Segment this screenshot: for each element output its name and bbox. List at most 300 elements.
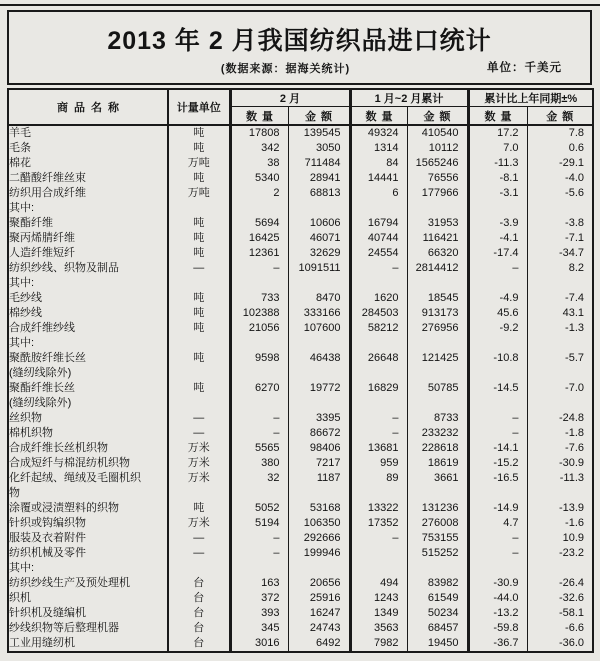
unit-cell: 吨 [168,321,230,336]
table-row [8,411,593,426]
cum-quantity-cell: 959 [350,456,407,471]
subtitle-row [9,60,590,75]
cum-amount-cell: 515252 [407,546,468,561]
yoy-amount-cell [527,366,593,381]
cum-amount-cell: 18619 [407,456,468,471]
cum-quantity-cell: 84 [350,156,407,171]
cum-quantity-cell [350,276,407,291]
feb-quantity-cell: 345 [230,621,288,636]
table-row [8,336,593,351]
feb-amount-cell: 199946 [288,546,350,561]
feb-amount-cell [288,486,350,501]
feb-amount-cell [288,336,350,351]
yoy-amount-cell: -5.6 [565,187,585,199]
yoy-amount-cell: -23.2 [558,547,585,559]
unit-cell [168,366,230,381]
cum-amount-cell [407,201,468,216]
cum-amount-cell: 753155 [407,531,468,546]
table-row [8,291,593,306]
table-header [8,89,593,125]
unit-cell: 吨 [168,231,230,246]
cum-amount-cell: 61549 [407,591,468,606]
feb-amount-cell: 106350 [288,516,350,531]
cum-amount-cell: 10112 [407,141,468,156]
cum-quantity-cell: 1243 [350,591,407,606]
product-name-cell: 二醋酸纤维丝束 [8,171,168,186]
feb-amount-cell: 1091511 [288,261,350,276]
unit-cell: 台 [168,636,230,652]
table-row [8,561,593,576]
product-name-cell: (缝纫线除外) [8,396,168,411]
feb-amount-cell: 53168 [288,501,350,516]
cum-amount-cell: 76556 [407,171,468,186]
feb-amount-cell [288,396,350,411]
feb-amount-cell [288,561,350,576]
unit-cell: 台 [168,606,230,621]
product-name-cell: 其中: [8,336,168,351]
cum-amount-cell: 19450 [407,636,468,652]
cum-amount-cell [407,276,468,291]
unit-cell: 万米 [168,471,230,486]
product-name-cell: 物 [8,486,168,501]
yoy-amount-cell: -29.1 [558,157,585,169]
feb-quantity-cell: 5052 [230,501,288,516]
cum-quantity-cell: – [350,261,407,276]
feb-amount-cell: 24743 [288,621,350,636]
cum-quantity-cell [350,546,407,561]
yoy-quantity-cell: 4.7 [468,516,527,531]
yoy-quantity-cell: 17.2 [468,125,527,141]
cum-amount-cell: 66320 [407,246,468,261]
table-row [8,351,593,366]
col-header-cum-quantity: 数量 [350,107,407,126]
product-name-cell: 人造纤维短纤 [8,246,168,261]
col-group-yoy-percent: 累计比上年同期±% [468,89,593,107]
feb-amount-cell: 1187 [288,471,350,486]
yoy-amount-cell: -26.4 [558,577,585,589]
yoy-quantity-cell: – [468,411,527,426]
cum-quantity-cell: 17352 [350,516,407,531]
yoy-quantity-cell: -13.2 [468,606,527,621]
feb-quantity-cell: – [230,546,288,561]
product-name-cell: 棉花 [8,156,168,171]
cum-quantity-cell: – [350,531,407,546]
unit-cell [168,201,230,216]
yoy-amount-cell: -11.3 [559,472,585,484]
cum-amount-cell: 913173 [407,306,468,321]
col-header-yoy-quantity: 数量 [468,107,527,126]
yoy-amount-cell [527,201,593,216]
cum-amount-cell [407,366,468,381]
feb-quantity-cell: 9598 [230,351,288,366]
product-name-cell: 纺织纱线、织物及制品 [8,261,168,276]
feb-quantity-cell: – [230,411,288,426]
unit-cell [168,336,230,351]
yoy-quantity-cell [468,366,527,381]
yoy-quantity-cell [468,276,527,291]
feb-amount-cell: 68813 [288,186,350,201]
feb-amount-cell [288,276,350,291]
table-row [8,186,593,201]
title-box [7,10,592,85]
cum-amount-cell: 1565246 [407,156,468,171]
unit-cell: 吨 [168,501,230,516]
feb-amount-cell: 28941 [288,171,350,186]
table-row [8,471,593,486]
product-name-cell: 化纤起绒、绳绒及毛圈机织 [8,471,168,486]
feb-quantity-cell: 163 [230,576,288,591]
yoy-amount-cell: 8.2 [568,262,585,274]
product-name-cell: 其中: [8,201,168,216]
header-row-groups [8,89,593,107]
feb-quantity-cell: – [230,261,288,276]
yoy-quantity-cell: -10.8 [468,351,527,366]
unit-cell: — [168,531,230,546]
unit-cell: — [168,426,230,441]
cum-amount-cell: 177966 [407,186,468,201]
feb-amount-cell: 3050 [288,141,350,156]
yoy-amount-cell: -7.6 [565,442,585,454]
yoy-quantity-cell: -14.9 [468,501,527,516]
product-name-cell: 聚酯纤维长丝 [8,381,168,396]
cum-quantity-cell: 1314 [350,141,407,156]
yoy-quantity-cell: -4.9 [468,291,527,306]
table-row [8,125,593,141]
product-name-cell: (缝纫线除外) [8,366,168,381]
yoy-quantity-cell: -3.9 [468,216,527,231]
yoy-amount-cell: -6.6 [565,622,585,634]
unit-cell [168,396,230,411]
unit-cell [168,276,230,291]
unit-cell: 万米 [168,456,230,471]
product-name-cell: 工业用缝纫机 [8,636,168,652]
feb-amount-cell: 98406 [288,441,350,456]
cum-amount-cell: 50234 [407,606,468,621]
cum-quantity-cell: 1620 [350,291,407,306]
yoy-amount-cell: -4.0 [565,172,585,184]
cum-quantity-cell: 49324 [350,125,407,141]
feb-quantity-cell: 342 [230,141,288,156]
feb-quantity-cell: 17808 [230,125,288,141]
cum-quantity-cell: 13322 [350,501,407,516]
feb-amount-cell: 10606 [288,216,350,231]
feb-quantity-cell: 102388 [230,306,288,321]
page-title: 2013 年 2 月我国纺织品进口统计 [107,27,492,55]
cum-quantity-cell: 40744 [350,231,407,246]
col-group-jan-feb-cumulative: 1 月~2 月累计 [350,89,468,107]
unit-cell [168,561,230,576]
unit-cell: 吨 [168,141,230,156]
table-row [8,486,593,501]
product-name-cell: 纺织用合成纤维 [8,186,168,201]
cum-quantity-cell: 16794 [350,216,407,231]
yoy-amount-cell: 43.1 [562,307,585,319]
feb-quantity-cell: 3016 [230,636,288,652]
table-row [8,456,593,471]
yoy-amount-cell [527,336,593,351]
unit-cell [168,486,230,501]
table-row [8,141,593,156]
cum-amount-cell: 410540 [407,125,468,141]
yoy-amount-cell: -13.9 [558,502,585,514]
feb-amount-cell: 107600 [288,321,350,336]
cum-amount-cell: 83982 [407,576,468,591]
yoy-amount-cell [527,486,593,501]
cum-quantity-cell: – [350,411,407,426]
feb-quantity-cell: 5694 [230,216,288,231]
cum-amount-cell [407,561,468,576]
feb-amount-cell: 20656 [288,576,350,591]
cum-quantity-cell: 58212 [350,321,407,336]
feb-quantity-cell: 6270 [230,381,288,396]
unit-cell: 吨 [168,125,230,141]
unit-cell: 万吨 [168,156,230,171]
table-row [8,276,593,291]
feb-amount-cell: 25916 [288,591,350,606]
unit-cell: — [168,546,230,561]
yoy-quantity-cell: -14.5 [468,381,527,396]
cum-amount-cell [407,486,468,501]
feb-amount-cell: 292666 [288,531,350,546]
yoy-amount-cell: -7.4 [565,292,585,304]
yoy-quantity-cell: -3.1 [468,186,527,201]
unit-cell: 台 [168,621,230,636]
feb-amount-cell [288,366,350,381]
cum-quantity-cell: 494 [350,576,407,591]
unit-cell: 台 [168,591,230,606]
cum-amount-cell [407,336,468,351]
cum-amount-cell: 18545 [407,291,468,306]
yoy-quantity-cell [468,336,527,351]
product-name-cell: 涂覆或浸渍塑料的织物 [8,501,168,516]
product-name-cell: 毛纱线 [8,291,168,306]
cum-quantity-cell: 13681 [350,441,407,456]
feb-quantity-cell [230,201,288,216]
feb-quantity-cell: 733 [230,291,288,306]
feb-amount-cell: 333166 [288,306,350,321]
cum-quantity-cell: 1349 [350,606,407,621]
col-header-feb-quantity: 数量 [230,107,288,126]
col-header-product: 商品名称 [8,89,168,125]
product-name-cell: 聚酰胺纤维长丝 [8,351,168,366]
table-row [8,216,593,231]
feb-quantity-cell: – [230,426,288,441]
yoy-amount-cell: -58.1 [558,607,585,619]
cum-amount-cell: 228618 [407,441,468,456]
cum-quantity-cell: 6 [350,186,407,201]
yoy-quantity-cell: -11.3 [468,156,527,171]
cum-amount-cell: 8733 [407,411,468,426]
table-row [8,606,593,621]
yoy-quantity-cell: – [468,531,527,546]
feb-quantity-cell: 5194 [230,516,288,531]
table-row [8,396,593,411]
unit-cell: 吨 [168,216,230,231]
table-body [8,125,593,652]
feb-quantity-cell: 32 [230,471,288,486]
table-row [8,201,593,216]
feb-quantity-cell: 5565 [230,441,288,456]
col-group-february: 2 月 [230,89,350,107]
yoy-quantity-cell: – [468,546,527,561]
feb-quantity-cell: 21056 [230,321,288,336]
yoy-quantity-cell: – [468,261,527,276]
yoy-amount-cell: -30.9 [558,457,585,469]
unit-cell: 吨 [168,351,230,366]
yoy-amount-cell [527,276,593,291]
table-row [8,171,593,186]
feb-amount-cell: 8470 [288,291,350,306]
feb-amount-cell: 46071 [288,231,350,246]
table-row [8,441,593,456]
cum-amount-cell [407,396,468,411]
unit-cell: 吨 [168,171,230,186]
yoy-quantity-cell [468,486,527,501]
feb-amount-cell: 711484 [288,156,350,171]
cum-quantity-cell: 14441 [350,171,407,186]
feb-amount-cell: 86672 [288,426,350,441]
table-row [8,636,593,652]
table-row [8,516,593,531]
feb-amount-cell: 3395 [288,411,350,426]
feb-quantity-cell: 2 [230,186,288,201]
yoy-amount-cell: 10.9 [562,532,585,544]
product-name-cell: 聚酯纤维 [8,216,168,231]
feb-quantity-cell [230,561,288,576]
product-name-cell: 丝织物 [8,411,168,426]
feb-quantity-cell: 372 [230,591,288,606]
product-name-cell: 棉纱线 [8,306,168,321]
unit-cell: 吨 [168,291,230,306]
feb-amount-cell: 32629 [288,246,350,261]
yoy-quantity-cell: -16.5 [468,471,527,486]
cum-quantity-cell [350,336,407,351]
yoy-amount-cell: -34.7 [558,247,585,259]
cum-quantity-cell [350,366,407,381]
feb-quantity-cell: – [230,531,288,546]
cum-amount-cell: 131236 [407,501,468,516]
product-name-cell: 其中: [8,561,168,576]
unit-cell: 万米 [168,441,230,456]
table-row [8,621,593,636]
yoy-quantity-cell: -4.1 [468,231,527,246]
cum-quantity-cell: 26648 [350,351,407,366]
cum-quantity-cell: – [350,426,407,441]
yoy-amount-cell: -24.8 [558,412,585,424]
feb-quantity-cell [230,366,288,381]
cum-amount-cell: 276008 [407,516,468,531]
yoy-amount-cell: -36.0 [558,637,585,649]
unit-cell: 吨 [168,306,230,321]
import-statistics-table [7,88,594,653]
unit-cell: 吨 [168,381,230,396]
feb-amount-cell: 6492 [288,636,350,652]
col-header-cum-amount: 金额 [407,107,468,126]
yoy-amount-cell: -32.6 [558,592,585,604]
cum-amount-cell: 50785 [407,381,468,396]
product-name-cell: 合成短纤与棉混纺机织物 [8,456,168,471]
table-row [8,576,593,591]
table-row [8,426,593,441]
feb-quantity-cell [230,276,288,291]
yoy-amount-cell: 0.6 [568,142,585,154]
feb-amount-cell [288,201,350,216]
feb-amount-cell: 139545 [288,125,350,141]
yoy-quantity-cell: -59.8 [468,621,527,636]
yoy-quantity-cell: -8.1 [468,171,527,186]
table-row [8,591,593,606]
table-row [8,531,593,546]
yoy-amount-cell [527,396,593,411]
table-row [8,546,593,561]
yoy-amount-cell: 7.8 [568,127,585,139]
yoy-amount-cell: -5.7 [565,352,585,364]
unit-cell: 吨 [168,246,230,261]
yoy-amount-cell: -1.6 [565,517,585,529]
yoy-quantity-cell: 45.6 [468,306,527,321]
feb-quantity-cell [230,486,288,501]
product-name-cell: 棉机织物 [8,426,168,441]
unit-cell: — [168,261,230,276]
col-header-feb-amount: 金额 [288,107,350,126]
cum-amount-cell: 68457 [407,621,468,636]
yoy-quantity-cell: -14.1 [468,441,527,456]
cum-quantity-cell [350,561,407,576]
yoy-amount-cell: -7.0 [565,382,585,394]
product-name-cell: 羊毛 [8,125,168,141]
yoy-quantity-cell: -9.2 [468,321,527,336]
product-name-cell: 织机 [8,591,168,606]
currency-unit-note: 单位：千美元 [487,62,562,74]
product-name-cell: 其中: [8,276,168,291]
table-row [8,231,593,246]
product-name-cell: 针织或钩编织物 [8,516,168,531]
yoy-quantity-cell [468,201,527,216]
product-name-cell: 纺织纱线生产及预处理机 [8,576,168,591]
unit-cell: — [168,411,230,426]
table-row [8,306,593,321]
cum-amount-cell: 2814412 [407,261,468,276]
feb-quantity-cell: 393 [230,606,288,621]
data-source-note: (数据来源：据海关统计) [220,63,351,75]
table-row [8,261,593,276]
cum-quantity-cell: 7982 [350,636,407,652]
col-header-yoy-amount: 金额 [527,107,593,126]
top-rule [0,4,600,6]
cum-quantity-cell: 89 [350,471,407,486]
feb-amount-cell: 7217 [288,456,350,471]
feb-quantity-cell [230,336,288,351]
yoy-quantity-cell [468,561,527,576]
feb-amount-cell: 46438 [288,351,350,366]
yoy-quantity-cell: -44.0 [468,591,527,606]
cum-quantity-cell: 24554 [350,246,407,261]
cum-amount-cell: 3661 [407,471,468,486]
yoy-quantity-cell: – [468,426,527,441]
product-name-cell: 纱线织物等后整理机器 [8,621,168,636]
yoy-amount-cell: -3.8 [565,217,585,229]
yoy-quantity-cell: 7.0 [468,141,527,156]
yoy-quantity-cell: -30.9 [468,576,527,591]
yoy-quantity-cell: -15.2 [468,456,527,471]
product-name-cell: 针织机及缝编机 [8,606,168,621]
cum-amount-cell: 31953 [407,216,468,231]
feb-quantity-cell: 380 [230,456,288,471]
product-name-cell: 聚丙烯腈纤维 [8,231,168,246]
yoy-amount-cell: -1.3 [565,322,585,334]
cum-quantity-cell [350,396,407,411]
cum-quantity-cell [350,201,407,216]
